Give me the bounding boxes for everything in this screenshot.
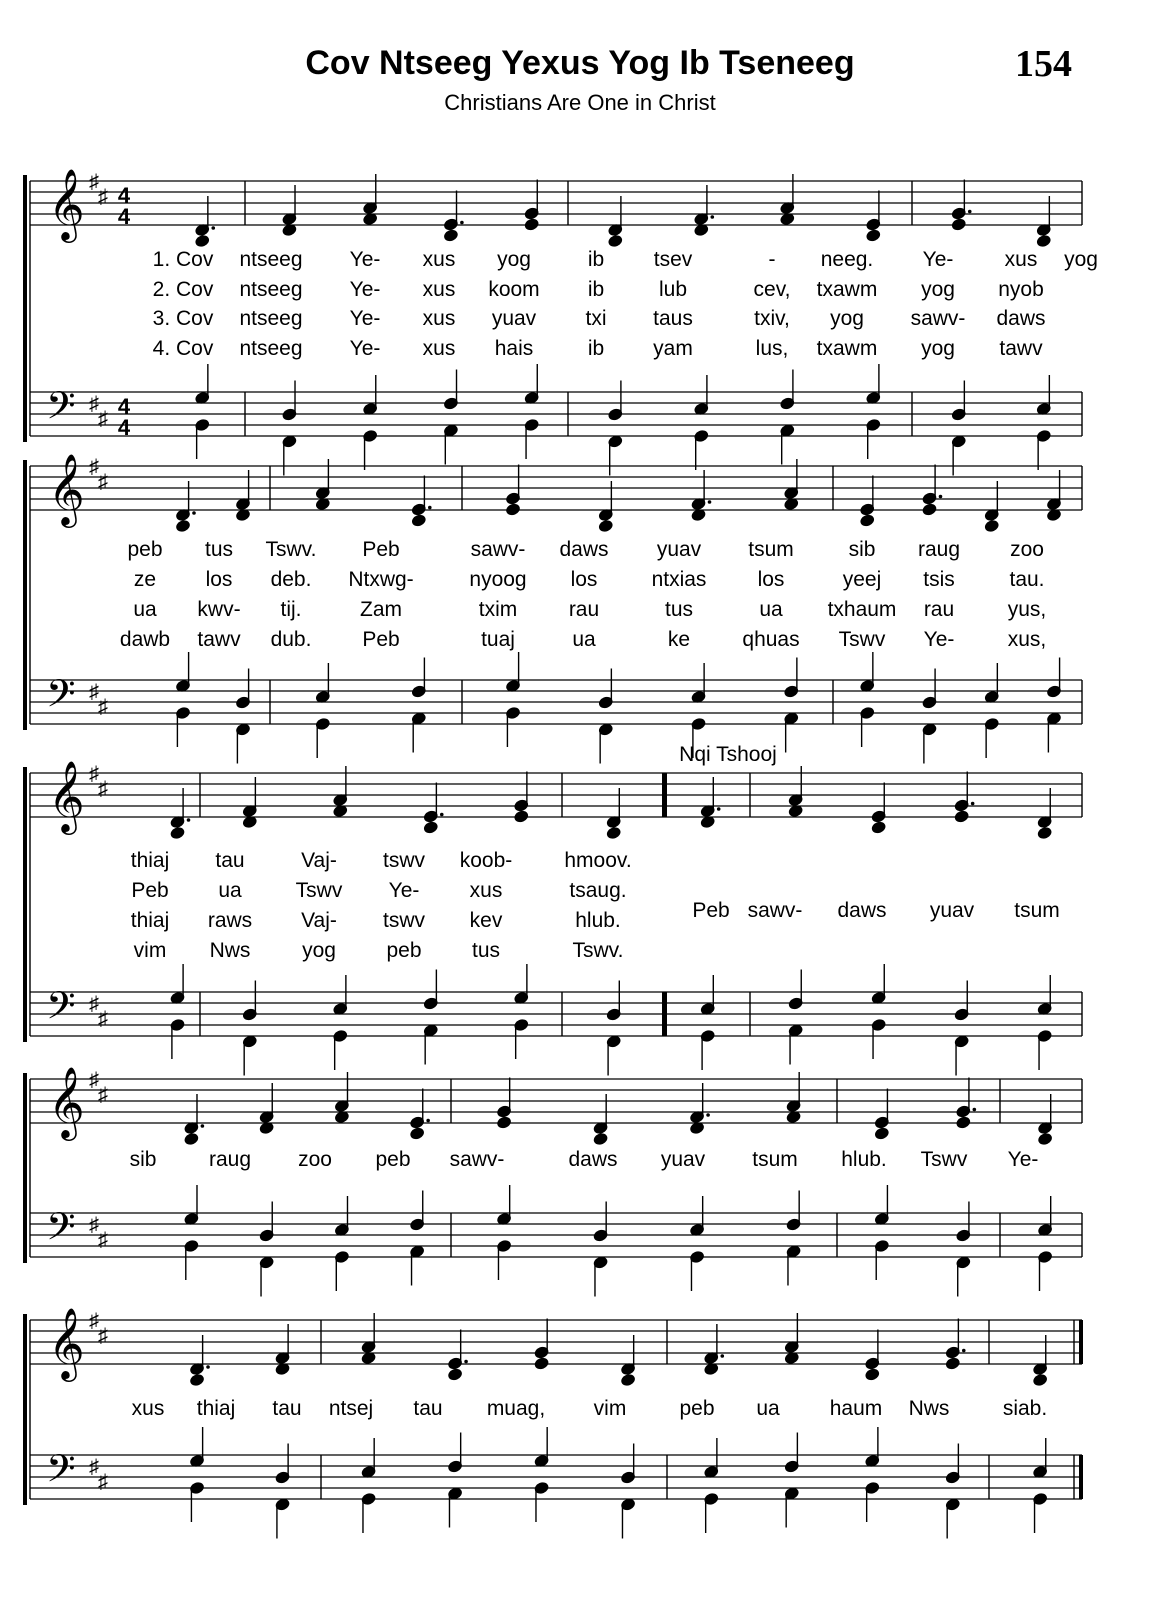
- dot: [973, 1108, 977, 1112]
- alto-note: [497, 1116, 512, 1129]
- bass-staff: [30, 992, 1082, 1036]
- sharp-icon: ♯: [89, 763, 99, 785]
- alto-note: [866, 229, 881, 242]
- lyric-syllable: qhuas: [742, 628, 800, 651]
- lyric-syllable: Tswv: [838, 628, 886, 651]
- alto-note: [410, 1127, 425, 1140]
- lyric-syllable: kev: [469, 909, 503, 932]
- lyric-syllable: dub.: [270, 628, 312, 651]
- treble-staff: [30, 1320, 1082, 1364]
- alto-note: [423, 821, 438, 834]
- sharp-icon: ♯: [98, 1008, 108, 1030]
- lyric-syllable: 1. Cov: [152, 248, 214, 271]
- lyric-syllable: los: [570, 568, 598, 591]
- time-signature-top: 4: [117, 394, 131, 419]
- hymn-number: 154: [1015, 43, 1072, 85]
- hymn-title: Cov Ntseeg Yexus Yog Ib Tseneeg: [305, 44, 855, 82]
- dot: [426, 1119, 430, 1123]
- lyric-syllable: deb.: [270, 568, 312, 591]
- lyric-syllable: daws: [568, 1148, 618, 1171]
- sharp-icon: ♯: [98, 1471, 108, 1493]
- lyric-syllable: ua: [759, 598, 783, 621]
- lyric-syllable: rau: [923, 598, 955, 621]
- lyric-syllable: ib: [587, 278, 605, 301]
- treble-staff: [30, 181, 1082, 225]
- lyric-syllable: Ye-: [923, 628, 955, 651]
- dot: [962, 1349, 966, 1353]
- lyric-syllable: tsev: [653, 248, 693, 271]
- lyric-syllable: thiaj: [196, 1397, 236, 1420]
- lyric-syllable: zoo: [298, 1148, 332, 1171]
- lyric-syllable: rau: [568, 598, 600, 621]
- alto-note: [956, 1116, 971, 1129]
- lyric-syllable: xus: [422, 248, 456, 271]
- lyric-syllable: xus: [469, 879, 503, 902]
- lyric-syllable: ke: [667, 628, 691, 651]
- lyric-syllable: tswv: [383, 849, 425, 872]
- alto-note: [170, 826, 185, 839]
- lyric-syllable: raws: [207, 909, 253, 932]
- lyric-syllable: tswv: [383, 909, 425, 932]
- alto-note: [534, 1357, 549, 1370]
- lyric-syllable: Ye-: [922, 248, 954, 271]
- lyric-syllable: ntseeg: [239, 278, 303, 301]
- alto-note: [1038, 1132, 1053, 1145]
- refrain-lyric-syllable: tsum: [1014, 899, 1060, 922]
- lyric-syllable: taus: [653, 307, 693, 330]
- refrain-lyric-syllable: daws: [837, 899, 887, 922]
- lyric-syllable: Tswv: [295, 879, 343, 902]
- alto-note: [448, 1368, 463, 1381]
- lyric-syllable: ntxias: [651, 568, 707, 591]
- dot: [428, 506, 432, 510]
- lyric-syllable: koom: [488, 278, 540, 301]
- sharp-icon: ♯: [98, 696, 108, 718]
- lyric-syllable: yog: [921, 278, 955, 301]
- lyric-syllable: Ye-: [349, 307, 381, 330]
- lyric-syllable: thiaj: [130, 909, 170, 932]
- lyric-syllable: Ye-: [388, 879, 420, 902]
- lyric-syllable: txawm: [816, 278, 878, 301]
- alto-note: [608, 234, 623, 247]
- alto-note: [606, 826, 621, 839]
- lyric-syllable: Tswv.: [265, 538, 317, 561]
- lyric-syllable: Tswv.: [572, 939, 624, 962]
- dot: [440, 813, 444, 817]
- lyric-syllable: ntseeg: [239, 248, 303, 271]
- sharp-icon: ♯: [89, 171, 99, 193]
- lyric-syllable: xus,: [1007, 628, 1047, 651]
- lyric-syllable: yuav: [660, 1148, 706, 1171]
- lyric-syllable: yam: [653, 337, 693, 360]
- bass-staff: [30, 1455, 1082, 1499]
- lyric-syllable: nyoog: [469, 568, 527, 591]
- bass-clef-icon: 𝄢: [46, 1205, 76, 1257]
- time-signature-bottom: 4: [117, 415, 131, 440]
- alto-note: [524, 218, 539, 231]
- lyric-syllable: cev,: [753, 278, 791, 301]
- sharp-icon: ♯: [89, 993, 99, 1015]
- alto-note: [1036, 234, 1051, 247]
- lyric-syllable: txi: [585, 307, 607, 330]
- lyric-syllable: thiaj: [130, 849, 170, 872]
- refrain-lyric-syllable: yuav: [929, 899, 975, 922]
- section-barline: [662, 992, 667, 1036]
- system-bracket: [23, 460, 27, 730]
- dot: [968, 210, 972, 214]
- lyric-syllable: txawm: [816, 337, 878, 360]
- dot: [201, 1124, 205, 1128]
- lyric-syllable: raug: [917, 538, 961, 561]
- dot: [206, 1365, 210, 1369]
- lyric-syllable: sawv-: [449, 1148, 505, 1171]
- sharp-icon: ♯: [98, 471, 108, 493]
- lyric-syllable: hlub.: [575, 909, 621, 932]
- lyric-syllable: yog: [1064, 248, 1098, 271]
- lyric-syllable: Vaj-: [301, 909, 337, 932]
- lyric-syllable: yuav: [656, 538, 702, 561]
- lyric-syllable: nyob: [998, 278, 1044, 301]
- lyric-syllable: dawb: [119, 628, 171, 651]
- alto-note: [621, 1373, 636, 1386]
- refrain-label: Nqi Tshooj: [679, 743, 777, 766]
- lyric-syllable: ze: [133, 568, 157, 591]
- lyric-syllable: xus: [422, 307, 456, 330]
- lyric-syllable: tsum: [748, 538, 794, 561]
- lyric-syllable: raug: [208, 1148, 252, 1171]
- lyric-syllable: peb: [375, 1148, 411, 1171]
- system-bracket: [23, 767, 27, 1042]
- hymn-subtitle: Christians Are One in Christ: [444, 90, 716, 115]
- lyric-syllable: zoo: [1010, 538, 1044, 561]
- lyric-syllable: Ye-: [349, 248, 381, 271]
- lyric-syllable: ua: [756, 1397, 780, 1420]
- lyric-syllable: tawv: [999, 337, 1043, 360]
- bass-clef-icon: 𝄢: [46, 672, 76, 724]
- alto-note: [1033, 1373, 1048, 1386]
- alto-note: [871, 821, 886, 834]
- lyric-syllable: tij.: [280, 598, 302, 621]
- lyric-syllable: sib: [129, 1148, 157, 1171]
- sharp-icon: ♯: [89, 1214, 99, 1236]
- dot: [706, 1113, 710, 1117]
- lyric-syllable: ib: [587, 337, 605, 360]
- system-bracket: [23, 1314, 27, 1505]
- dot: [717, 807, 721, 811]
- lyric-syllable: tsum: [752, 1148, 798, 1171]
- lyric-syllable: daws: [996, 307, 1046, 330]
- lyric-syllable: tsis: [923, 568, 955, 591]
- dot: [971, 802, 975, 806]
- lyric-syllable: 2. Cov: [152, 278, 214, 301]
- lyric-syllable: tus: [664, 598, 694, 621]
- sharp-icon: ♯: [98, 408, 108, 430]
- lyric-syllable: hlub.: [841, 1148, 887, 1171]
- sharp-icon: ♯: [89, 1069, 99, 1091]
- dot: [211, 226, 215, 230]
- lyric-syllable: txim: [478, 598, 518, 621]
- sharp-icon: ♯: [98, 778, 108, 800]
- alto-note: [443, 229, 458, 242]
- final-barline-thick: [1079, 1320, 1083, 1364]
- lyric-syllable: Tswv: [920, 1148, 968, 1171]
- dot: [192, 511, 196, 515]
- lyric-syllable: Peb: [131, 879, 169, 902]
- lyric-syllable: tau: [413, 1397, 443, 1420]
- lyric-syllable: siab.: [1002, 1397, 1048, 1420]
- lyric-syllable: koob-: [459, 849, 513, 872]
- alto-note: [954, 810, 969, 823]
- refrain-lyric-syllable: Peb: [692, 899, 730, 922]
- lyric-syllable: tuaj: [481, 628, 515, 651]
- lyric-syllable: vim: [133, 939, 167, 962]
- lyric-syllable: neeg.: [820, 248, 874, 271]
- dot: [720, 1354, 724, 1358]
- time-signature-top: 4: [117, 183, 131, 208]
- sharp-icon: ♯: [89, 1456, 99, 1478]
- lyric-syllable: Nws: [908, 1397, 950, 1420]
- lyric-syllable: hais: [494, 337, 534, 360]
- sharp-icon: ♯: [98, 1084, 108, 1106]
- alto-note: [514, 810, 529, 823]
- lyric-syllable: tawv: [197, 628, 241, 651]
- lyric-syllable: xus: [422, 337, 456, 360]
- alto-note: [184, 1132, 199, 1145]
- alto-note: [593, 1132, 608, 1145]
- lyric-syllable: Nws: [209, 939, 251, 962]
- alto-note: [860, 514, 875, 527]
- system-bracket: [23, 175, 27, 442]
- final-barline-thick: [1079, 1455, 1083, 1499]
- lyric-syllable: -: [768, 248, 776, 271]
- lyric-syllable: tau.: [1009, 568, 1045, 591]
- sharp-icon: ♯: [98, 1325, 108, 1347]
- lyric-syllable: tau: [215, 849, 245, 872]
- lyric-syllable: ntseeg: [239, 337, 303, 360]
- alto-note: [984, 519, 999, 532]
- lyric-syllable: sawv-: [910, 307, 966, 330]
- dot: [708, 500, 712, 504]
- bass-clef-icon: 𝄢: [46, 384, 76, 436]
- lyric-syllable: xus: [422, 278, 456, 301]
- alto-note: [1037, 826, 1052, 839]
- dot: [460, 221, 464, 225]
- system-bracket: [23, 1073, 27, 1263]
- alto-note: [598, 519, 613, 532]
- lyric-syllable: yeej: [842, 568, 882, 591]
- lyric-syllable: ntsej: [328, 1397, 374, 1420]
- sharp-icon: ♯: [89, 456, 99, 478]
- dot: [711, 215, 715, 219]
- lyric-syllable: sawv-: [470, 538, 526, 561]
- lyric-syllable: tus: [204, 538, 234, 561]
- sharp-icon: ♯: [98, 1229, 108, 1251]
- lyric-syllable: tsaug.: [569, 879, 627, 902]
- lyric-syllable: yog: [921, 337, 955, 360]
- lyric-syllable: sib: [848, 538, 876, 561]
- treble-staff: [30, 466, 1082, 510]
- alto-note: [951, 218, 966, 231]
- lyric-syllable: los: [205, 568, 233, 591]
- lyric-syllable: txhaum: [827, 598, 897, 621]
- alto-note: [922, 503, 937, 516]
- lyric-syllable: muag,: [486, 1397, 546, 1420]
- lyric-syllable: tau: [272, 1397, 302, 1420]
- sharp-icon: ♯: [89, 393, 99, 415]
- section-barline: [662, 773, 667, 817]
- alto-note: [411, 514, 426, 527]
- lyric-syllable: Peb: [362, 538, 400, 561]
- lyric-syllable: Ye-: [349, 337, 381, 360]
- alto-note: [506, 503, 521, 516]
- alto-note: [195, 234, 210, 247]
- lyric-syllable: kwv-: [197, 598, 241, 621]
- alto-note: [190, 1373, 205, 1386]
- lyric-syllable: peb: [679, 1397, 715, 1420]
- treble-staff: [30, 1079, 1082, 1123]
- lyric-syllable: haum: [829, 1397, 883, 1420]
- alto-note: [865, 1368, 880, 1381]
- lyric-syllable: xus: [1004, 248, 1038, 271]
- alto-note: [874, 1127, 889, 1140]
- lyric-syllable: Ye-: [349, 278, 381, 301]
- lyric-syllable: los: [757, 568, 785, 591]
- treble-clef-icon: 𝄞: [48, 1068, 85, 1137]
- bass-staff: [30, 392, 1082, 436]
- lyric-syllable: daws: [559, 538, 609, 561]
- lyric-syllable: peb: [386, 939, 422, 962]
- dot: [464, 1360, 468, 1364]
- lyric-syllable: yuav: [491, 307, 537, 330]
- lyric-syllable: lus,: [755, 337, 789, 360]
- lyric-syllable: hmoov.: [564, 849, 632, 872]
- lyric-syllable: ua: [218, 879, 242, 902]
- lyric-syllable: 3. Cov: [152, 307, 214, 330]
- alto-note: [176, 519, 191, 532]
- lyric-syllable: xus: [131, 1397, 165, 1420]
- treble-clef-icon: 𝄞: [48, 1309, 85, 1378]
- lyric-syllable: Ntxwg-: [348, 568, 414, 591]
- lyric-syllable: ua: [133, 598, 157, 621]
- lyric-syllable: txiv,: [754, 307, 790, 330]
- lyric-syllable: ntseeg: [239, 307, 303, 330]
- dot: [187, 818, 191, 822]
- treble-clef-icon: 𝄞: [48, 762, 85, 831]
- dot: [939, 495, 943, 499]
- lyric-syllable: vim: [593, 1397, 627, 1420]
- treble-clef-icon: 𝄞: [48, 170, 85, 239]
- lyric-syllable: Ye-: [1007, 1148, 1039, 1171]
- lyric-syllable: ib: [587, 248, 605, 271]
- sharp-icon: ♯: [89, 1310, 99, 1332]
- lyric-syllable: yog: [497, 248, 531, 271]
- alto-note: [945, 1357, 960, 1370]
- lyric-syllable: peb: [127, 538, 163, 561]
- sharp-icon: ♯: [89, 681, 99, 703]
- treble-staff: [30, 773, 1082, 817]
- lyric-syllable: 4. Cov: [152, 337, 214, 360]
- refrain-lyric-syllable: sawv-: [747, 899, 803, 922]
- bass-clef-icon: 𝄢: [46, 984, 76, 1036]
- time-signature-bottom: 4: [117, 204, 131, 229]
- lyric-syllable: Peb: [362, 628, 400, 651]
- lyric-syllable: yog: [302, 939, 336, 962]
- sharp-icon: ♯: [98, 186, 108, 208]
- lyric-syllable: tus: [471, 939, 501, 962]
- lyric-syllable: Zam: [360, 598, 402, 621]
- lyric-syllable: yog: [830, 307, 864, 330]
- lyric-syllable: ua: [572, 628, 596, 651]
- lyric-syllable: lub: [658, 278, 688, 301]
- bass-clef-icon: 𝄢: [46, 1447, 76, 1499]
- lyric-syllable: Vaj-: [301, 849, 337, 872]
- lyric-syllable: yus,: [1007, 598, 1047, 621]
- treble-clef-icon: 𝄞: [48, 455, 85, 524]
